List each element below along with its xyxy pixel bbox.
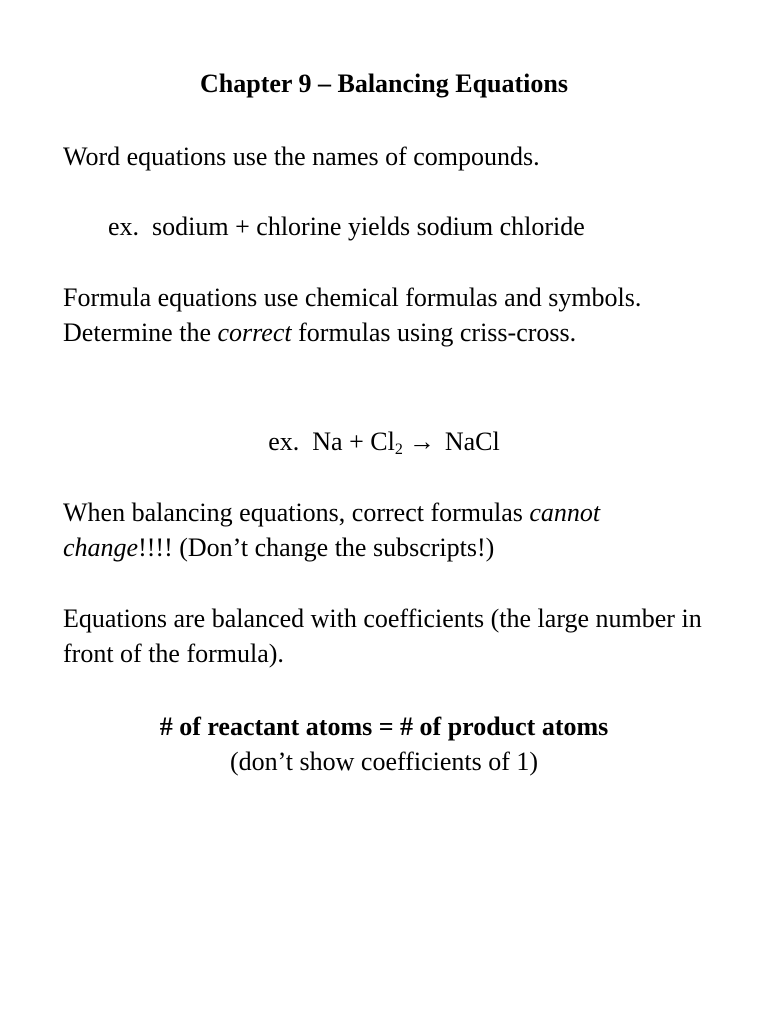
example-prefix: ex. (268, 427, 300, 456)
example-word-equation-text: sodium + chlorine yields sodium chloride (152, 212, 585, 241)
example-prefix: ex. (108, 212, 140, 241)
emphasis-cannot-change: cannot change (63, 498, 601, 562)
emphasis-correct: correct (217, 318, 292, 347)
warning-text-end: !!!! (Don’t change the subscripts!) (138, 533, 495, 562)
formula-paragraph-text-end: formulas using criss-cross. (291, 318, 577, 347)
formula-paragraph-text-start: Formula equations use chemical formulas and symbols. Determine the (63, 283, 642, 347)
product-sodium-chloride: NaCl (444, 427, 500, 456)
yields-arrow-icon: → (408, 427, 435, 456)
coefficients-paragraph: Equations are balanced with coefficients (the large number in front of the formula). (63, 604, 702, 668)
reactant-chlorine: $Cl_2$ (370, 427, 403, 458)
balancing-warning-paragraph (63, 495, 713, 565)
word-equations-paragraph: Word equations use the names of compounds. (63, 142, 540, 171)
example-formula-equation (0, 424, 768, 459)
warning-text-start: When balancing equations, correct formulas (63, 498, 530, 527)
formula-equations-paragraph (63, 280, 713, 350)
balance-rule-note: (don’t show coefficients of 1) (229, 747, 539, 776)
balance-rule: # of reactant atoms = # of product atoms (159, 712, 609, 741)
page-title: Chapter 9 – Balancing Equations (200, 69, 568, 98)
reactant-sodium: Na (312, 427, 343, 456)
subscript-two: 2 (394, 441, 403, 458)
plus-sign: + (349, 427, 364, 456)
example-word-equation (108, 209, 585, 244)
